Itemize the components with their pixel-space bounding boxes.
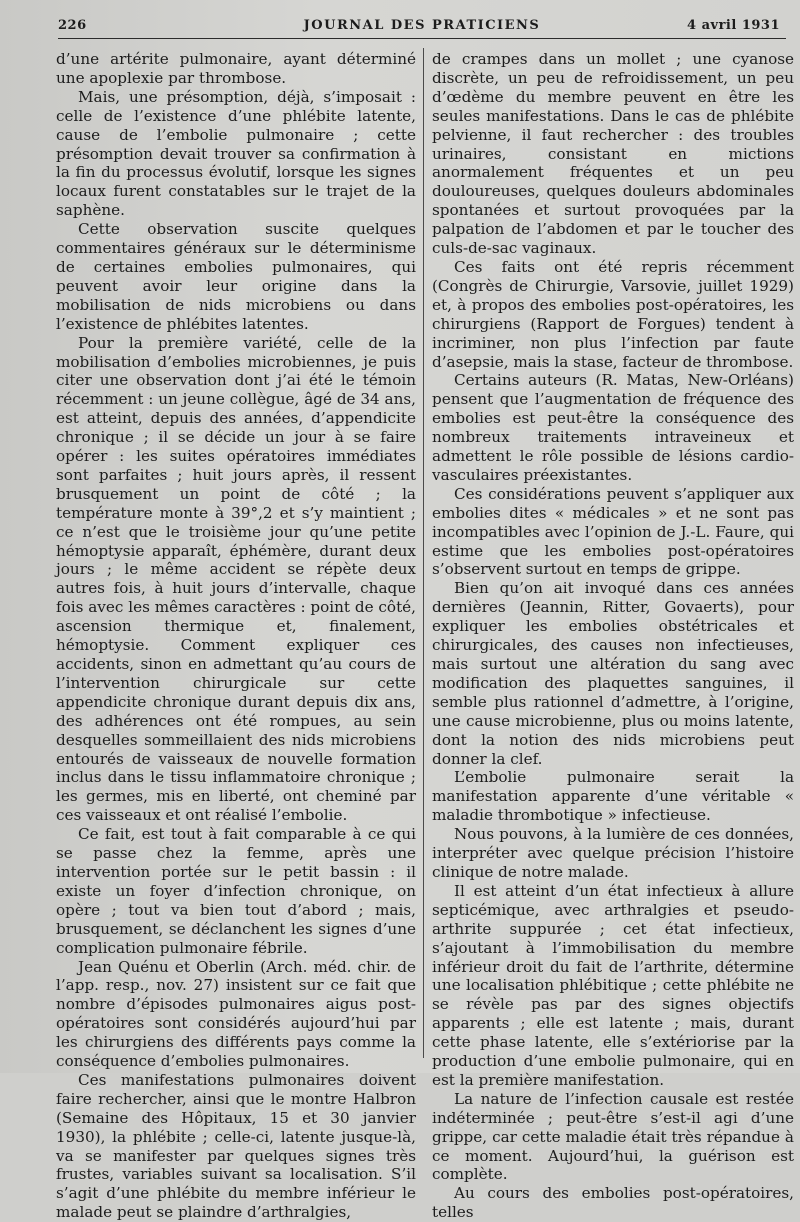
paragraph: d’une artérite pulmonaire, ayant déterminé une apoplexie par thrombose.: [56, 50, 416, 87]
paragraph: Au cours des embolies post-opératoires, telles: [432, 1184, 794, 1222]
paragraph: Mais, une présomption, déjà, s’imposait : celle de l’existence d’une phlébite latente, cause de l’embolie pulmonaire ; cette présomption devait trouver sa confirmation à la fin du processus évolutif, lorsque les signes locaux furent constatables sur le trajet de la saphène.: [56, 87, 416, 220]
paragraph: Ces faits ont été repris récemment (Congrès de Chirurgie, Varsovie, juillet 1929) et, à propos des embolies post-opératoires, les chirurgiens (Rapport de Forgues) tendent à incriminer, non plus l’infection par faute d’asepsie, mais la stase, facteur de thrombose.: [432, 257, 794, 371]
paragraph: La nature de l’infection causale est restée indéterminée ; peut-être s’est-il agi d’une grippe, car cette maladie était très répandue à ce moment. Aujourd’hui, la guérison est complète.: [432, 1089, 794, 1184]
journal-title: JOURNAL DES PRATICIENS: [303, 18, 541, 33]
paragraph: Il est atteint d’un état infectieux à allure septicémique, avec arthralgies et pseudo-arthrite suppurée ; cet état infectieux, s’ajoutant à l’immobilisation du membre inférieur droit du fait de l’arthrite, détermine une localisation phlébitique ; cette phlébite ne se révèle pas par des signes objectifs apparents ; elle est latente ; mais, durant cette phase latente, elle s’extériorise par la production d’une embolie pulmonaire, qui en est la première manifestation.: [432, 881, 794, 1089]
paragraph: Pour la première variété, celle de la mobilisation d’embolies microbiennes, je puis citer une observation dont j’ai été le témoin récemment : un jeune collègue, âgé de 34 ans, est atteint, depuis des années, d’appendicite chronique ; il se décide un jour à se faire opérer : les suites opératoires immédiates sont parfaites ; huit jours après, il ressent brusquement un point de côté ; la température monte à 39°,2 et s’y maintient ; ce n’est que le troisième jour qu’une petite hémoptysie apparaît, éphémère, durant deux jours ; le même accident se répète deux autres fois, à huit jours d’intervalle, chaque fois avec les mêmes caractères : point de côté, ascension thermique et, finalement, hémoptysie. Comment expliquer ces accidents, sinon en admettant qu’au cours de l’intervention chirurgicale sur cette appendicite chronique durant depuis dix ans, des adhérences ont été rompues, au sein desquelles sommeillaient des nids microbiens entourés de vaisseaux de nouvelle formation inclus dans le tissu inflammatoire chronique ; les germes, mis en liberté, ont cheminé par ces vaisseaux et ont réalisé l’embolie.: [56, 333, 416, 825]
paragraph: Ces manifestations pulmonaires doivent faire rechercher, ainsi que le montre Halbron (Semaine des Hôpitaux, 15 et 30 janvier 1930), la phlébite ; celle-ci, latente jusque-là, va se manifester par quelques signes très frustes, variables suivant sa localisation. S’il s’agit d’une phlébite du membre inférieur le malade peut se plaindre d’arthralgies,: [56, 1070, 416, 1222]
paragraph: Nous pouvons, à la lumière de ces données, interpréter avec quelque précision l’histoire clinique de notre malade.: [432, 825, 794, 881]
paragraph: de crampes dans un mollet ; une cyanose discrète, un peu de refroidissement, un peu d’œdème du membre peuvent en être les seules manifestations. Dans le cas de phlébite pelvienne, il faut rechercher : des troubles urinaires, consistant en mictions anormalement fréquentes et un peu douloureuses, quelques douleurs abdominales spontanées et surtout provoquées par la palpation de l’abdomen et par le toucher des culs-de-sac vaginaux.: [432, 50, 794, 258]
column-divider: [423, 48, 424, 1058]
paragraph: L’embolie pulmonaire serait la manifestation apparente d’une véritable « maladie thrombotique » infectieuse.: [432, 768, 794, 825]
issue-date: 4 avril 1931: [687, 18, 780, 33]
paragraph: Ce fait, est tout à fait comparable à ce qui se passe chez la femme, après une intervention portée sur le petit bassin : il existe un foyer d’infection chronique, on opère ; tout va bien tout d’abord ; mais, brusquement, se déclanchent les signes d’une complication pulmonaire fébrile.: [56, 825, 416, 957]
paragraph: Bien qu’on ait invoqué dans ces années dernières (Jeannin, Ritter, Govaerts), pour expliquer les embolies obstétricales et chirurgicales, des causes non infectieuses, mais surtout une altération du sang avec modification des plaquettes sanguines, il semble plus rationnel d’admettre, à l’origine, une cause microbienne, plus ou moins latente, dont la notion des nids microbiens peut donner la clef.: [432, 579, 794, 768]
left-column: [56, 50, 416, 1222]
paragraph: Cette observation suscite quelques commentaires généraux sur le déterminisme de certaines embolies pulmonaires, qui peuvent avoir leur origine dans la mobilisation de nids microbiens ou dans l’existence de phlébites latentes.: [56, 220, 416, 333]
right-column: [432, 50, 794, 1222]
page-number: 226: [58, 18, 87, 33]
paragraph: Ces considérations peuvent s’appliquer aux embolies dites « médicales » et ne sont pas incompatibles avec l’opinion de J.-L. Faure, qui estime que les embolies post-opératoires s’observent surtout en temps de grippe.: [432, 484, 794, 579]
running-header: [58, 14, 786, 39]
paragraph: Jean Quénu et Oberlin (Arch. méd. chir. de l’app. resp., nov. 27) insistent sur ce fait que nombre d’épisodes pulmonaires aigus post-opératoires sont considérés aujourd’hui par les chirurgiens des différents pays comme la conséquence d’embolies pulmonaires.: [56, 957, 416, 1071]
paragraph: Certains auteurs (R. Matas, New-Orléans) pensent que l’augmentation de fréquence des embolies est peut-être la conséquence des nombreux traitements intraveineux et admettent le rôle possible de lésions cardio-vasculaires préexistantes.: [432, 371, 794, 484]
